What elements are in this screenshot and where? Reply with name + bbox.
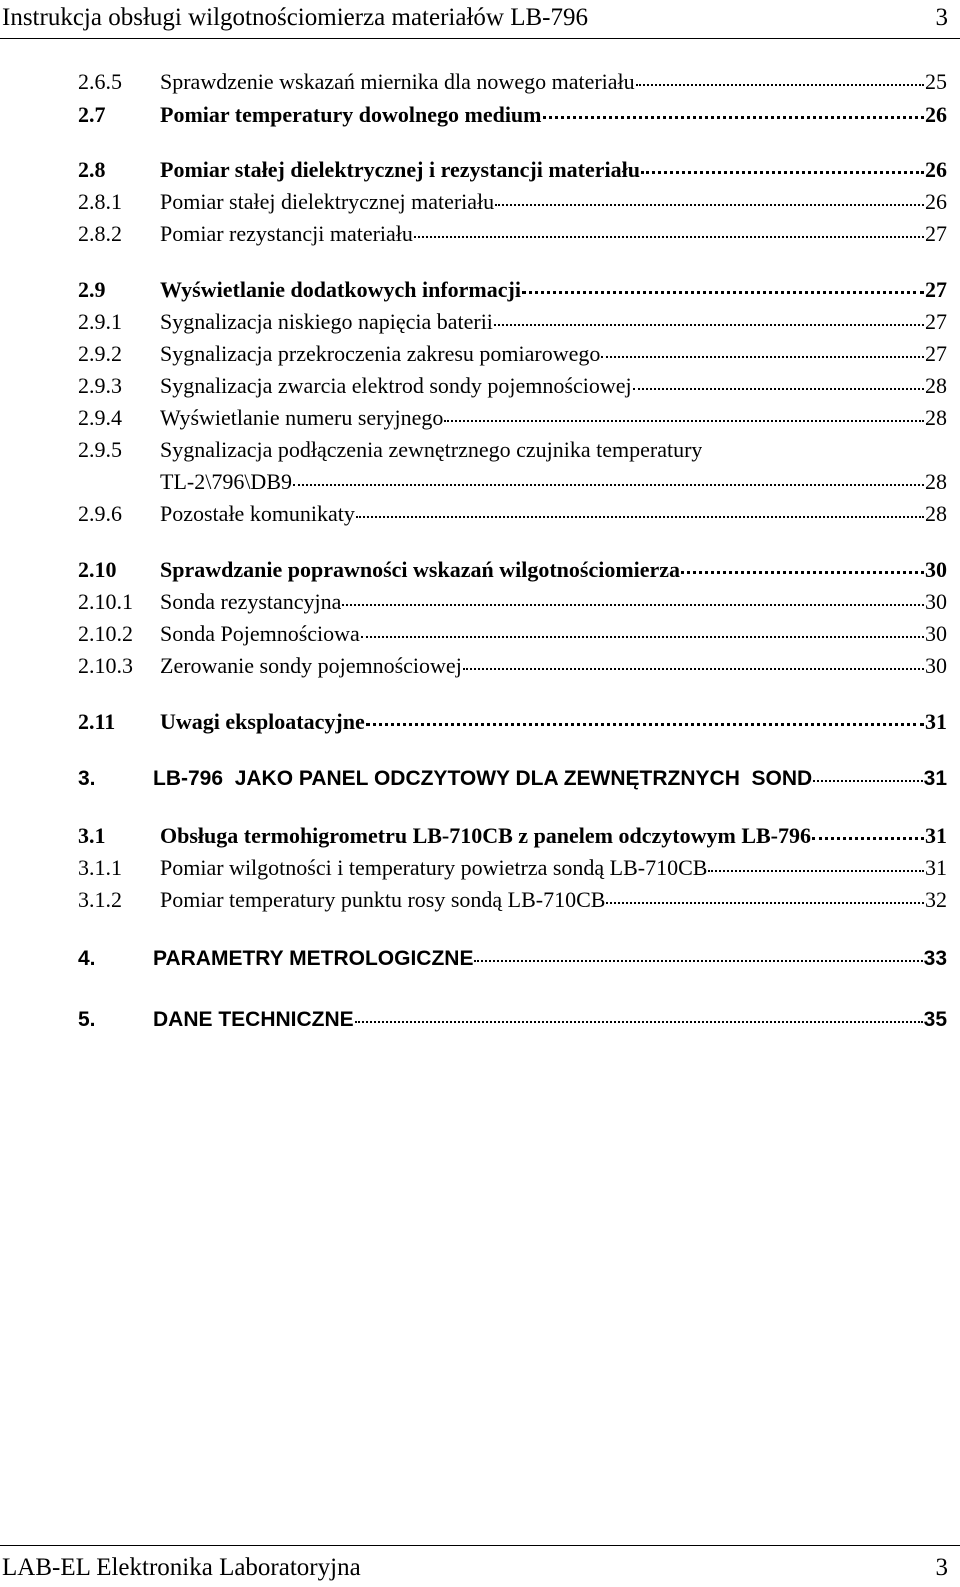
toc-dot-leader (366, 723, 924, 726)
toc-entry-page: 30 (925, 653, 947, 678)
toc-entry-title: DANE TECHNICZNE (153, 1008, 354, 1031)
toc-entry-2-9-3[interactable] (78, 370, 947, 402)
toc-entry-number: 3.1.1 (78, 855, 122, 880)
toc-entry-2-9-2[interactable] (78, 338, 947, 370)
toc-entry-4[interactable] (78, 943, 947, 975)
toc-entry-2-11[interactable] (78, 706, 947, 738)
toc-dot-leader (636, 84, 924, 86)
toc-entry-number: 2.10 (78, 557, 117, 582)
toc-dot-leader (601, 356, 924, 358)
toc-entry-page: 26 (925, 102, 947, 127)
toc-entry-page: 28 (925, 501, 947, 526)
toc-entry-number: 2.11 (78, 709, 116, 734)
toc-entry-number: 3. (78, 767, 96, 790)
toc-entry-page: 27 (925, 277, 947, 302)
toc-entry-page: 27 (925, 341, 947, 366)
toc-entry-2-9-5-continuation[interactable] (160, 466, 947, 498)
toc-dot-leader (606, 902, 924, 904)
toc-entry-number: 2.6.5 (78, 69, 122, 94)
toc-entry-number: 2.9.6 (78, 501, 122, 526)
toc-dot-leader (813, 780, 922, 782)
toc-entry-page: 30 (925, 589, 947, 614)
toc-entry-2-8-2[interactable] (78, 218, 947, 250)
header-page-number: 3 (935, 4, 948, 31)
toc-entry-2-7[interactable] (78, 99, 947, 131)
toc-dot-leader (543, 116, 925, 119)
toc-entry-title: Obsługa termohigrometru LB-710CB z panelem odczytowym LB-796 (160, 823, 811, 848)
toc-entry-number: 2.8.2 (78, 221, 122, 246)
toc-entry-number: 4. (78, 947, 96, 970)
toc-entry-page: 32 (925, 887, 947, 912)
toc-entry-2-6-5[interactable] (78, 66, 947, 98)
toc-entry-title-continuation: TL-2\796\DB9 (160, 469, 292, 494)
toc-dot-leader (342, 604, 924, 606)
toc-entry-title: Sonda Pojemnościowa (160, 621, 360, 646)
toc-dot-leader (641, 171, 924, 174)
toc-entry-3-1[interactable] (78, 820, 947, 852)
toc-entry-title: Zerowanie sondy pojemnościowej (160, 653, 462, 678)
toc-entry-title: Pomiar wilgotności i temperatury powietrza sondą LB-710CB (160, 855, 708, 880)
toc-entry-number: 2.9.5 (78, 437, 122, 462)
toc-dot-leader (708, 870, 924, 872)
toc-entry-title: Pozostałe komunikaty (160, 501, 355, 526)
toc-entry-number: 3.1.2 (78, 887, 122, 912)
toc-dot-leader (495, 204, 924, 206)
toc-entry-page: 28 (925, 373, 947, 398)
toc-entry-number: 2.8.1 (78, 189, 122, 214)
toc-entry-page: 31 (923, 767, 947, 790)
toc-entry-5[interactable] (78, 1004, 947, 1036)
toc-entry-page: 33 (923, 947, 947, 970)
toc-entry-title: Wyświetlanie numeru seryjnego (160, 405, 444, 430)
toc-entry-2-10-1[interactable] (78, 586, 947, 618)
toc-entry-title: PARAMETRY METROLOGICZNE (153, 947, 474, 970)
toc-entry-number: 2.9.3 (78, 373, 122, 398)
toc-entry-page: 28 (925, 469, 947, 494)
toc-entry-2-9-5[interactable] (78, 434, 947, 466)
toc-entry-number: 2.9 (78, 277, 106, 302)
toc-entry-page: 27 (925, 309, 947, 334)
toc-dot-leader (444, 420, 924, 422)
toc-entry-page: 27 (925, 221, 947, 246)
toc-entry-page: 31 (925, 709, 947, 734)
toc-entry-title: Pomiar rezystancji materiału (160, 221, 413, 246)
toc-entry-page: 35 (923, 1008, 947, 1031)
footer-title: LAB-EL Elektronika Laboratoryjna (2, 1554, 361, 1581)
toc-entry-title: Sygnalizacja niskiego napięcia baterii (160, 309, 493, 334)
toc-entry-2-9-1[interactable] (78, 306, 947, 338)
toc-entry-3-1-2[interactable] (78, 884, 947, 916)
toc-entry-title: Pomiar temperatury punktu rosy sondą LB-710CB (160, 887, 606, 912)
toc-dot-leader (361, 636, 924, 638)
toc-entry-title: Uwagi eksploatacyjne (160, 709, 365, 734)
toc-entry-title: Sprawdzenie wskazań miernika dla nowego materiału (160, 69, 635, 94)
toc-entry-2-9-6[interactable] (78, 498, 947, 530)
toc-dot-leader (474, 960, 922, 962)
toc-entry-2-9[interactable] (78, 274, 947, 306)
toc-dot-leader (356, 516, 924, 518)
toc-dot-leader (494, 324, 924, 326)
toc-dot-leader (633, 388, 924, 390)
toc-dot-leader (355, 1021, 923, 1023)
toc-entry-page: 28 (925, 405, 947, 430)
toc-dot-leader (812, 837, 924, 840)
toc-entry-number: 3.1 (78, 823, 106, 848)
toc-entry-3[interactable] (78, 763, 947, 795)
toc-entry-number: 2.10.2 (78, 621, 133, 646)
toc-entry-3-1-1[interactable] (78, 852, 947, 884)
toc-entry-number: 2.9.4 (78, 405, 122, 430)
toc-dot-leader (681, 571, 924, 574)
toc-entry-title: Sprawdzanie poprawności wskazań wilgotnościomierza (160, 557, 681, 582)
footer-page-number: 3 (935, 1554, 948, 1581)
toc-entry-page: 26 (925, 157, 947, 182)
toc-entry-title: LB-796 JAKO PANEL ODCZYTOWY DLA ZEWNĘTRZNYCH SOND (153, 767, 813, 790)
toc-entry-title: Wyświetlanie dodatkowych informacji (160, 277, 521, 302)
toc-entry-number: 2.7 (78, 102, 106, 127)
toc-entry-page: 31 (925, 823, 947, 848)
toc-entry-number: 2.10.1 (78, 589, 133, 614)
toc-entry-2-8[interactable] (78, 154, 947, 186)
header-title: Instrukcja obsługi wilgotnościomierza materiałów LB-796 (2, 4, 588, 31)
toc-entry-2-10-2[interactable] (78, 618, 947, 650)
toc-entry-number: 2.9.2 (78, 341, 122, 366)
toc-entry-page: 25 (925, 69, 947, 94)
toc-entry-title: Pomiar stałej dielektrycznej i rezystancji materiału (160, 157, 640, 182)
toc-entry-page: 30 (925, 621, 947, 646)
toc-entry-title: Sygnalizacja podłączenia zewnętrznego czujnika temperatury (160, 437, 703, 462)
toc-entry-title: Pomiar temperatury dowolnego medium (160, 102, 542, 127)
toc-dot-leader (522, 291, 924, 294)
toc-entry-number: 5. (78, 1008, 96, 1031)
running-header (0, 0, 960, 39)
toc-entry-page: 30 (925, 557, 947, 582)
toc-entry-2-8-1[interactable] (78, 186, 947, 218)
toc-entry-page: 31 (925, 855, 947, 880)
toc-entry-2-9-4[interactable] (78, 402, 947, 434)
toc-entry-2-10[interactable] (78, 554, 947, 586)
toc-entry-title: Sygnalizacja przekroczenia zakresu pomiarowego (160, 341, 601, 366)
toc-dot-leader (463, 668, 924, 670)
toc-entry-title: Sygnalizacja zwarcia elektrod sondy pojemnościowej (160, 373, 632, 398)
toc-entry-title: Sonda rezystancyjna (160, 589, 342, 614)
toc-entry-number: 2.8 (78, 157, 106, 182)
toc-entry-number: 2.10.3 (78, 653, 133, 678)
running-footer (0, 1545, 960, 1587)
toc-entry-title: Pomiar stałej dielektrycznej materiału (160, 189, 495, 214)
toc-dot-leader (414, 236, 924, 238)
toc-entry-2-10-3[interactable] (78, 650, 947, 682)
toc-entry-number: 2.9.1 (78, 309, 122, 334)
toc-entry-page: 26 (925, 189, 947, 214)
toc-dot-leader (293, 484, 924, 486)
